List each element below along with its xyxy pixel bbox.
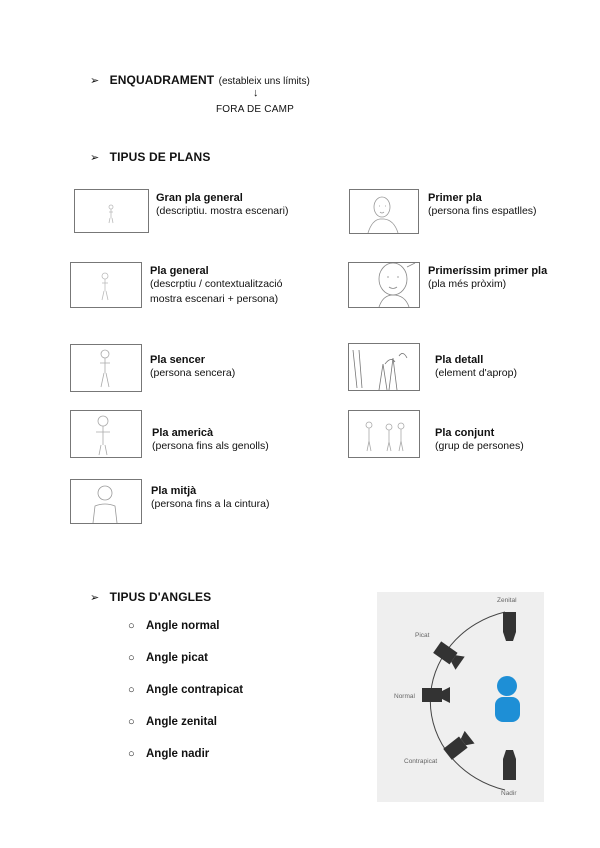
plan-text-primer-pla [428, 192, 537, 219]
angles-title: TIPUS D'ANGLES [109, 590, 212, 604]
down-arrow-icon: ↓ [253, 87, 259, 99]
plan-description: (element d'aprop) [435, 367, 517, 379]
angles-heading [90, 588, 211, 606]
label-zenital: Zenital [497, 597, 517, 604]
bullet-arrow-icon: ➢ [90, 75, 100, 87]
gran-pla-general-sketch [74, 189, 149, 233]
plans-heading [90, 148, 210, 166]
angle-item-normal: ○ Angle normal [128, 620, 220, 632]
enquadrament-title: ENQUADRAMENT [109, 73, 215, 87]
plan-text-pla-sencer [150, 354, 235, 381]
primerissim-primer-pla-sketch [348, 262, 420, 308]
pla-conjunt-sketch [348, 410, 420, 458]
camera-zenital-icon [503, 612, 516, 641]
plan-description: (descriptiu. mostra escenari) [156, 205, 289, 217]
plans-title: TIPUS DE PLANS [109, 150, 211, 164]
plan-text-primerissim-primer-pla [428, 265, 547, 292]
plan-title: Pla conjunt [435, 427, 495, 439]
plan-description: (pla més pròxim) [428, 278, 507, 290]
pla-detall-sketch [348, 343, 420, 391]
circle-bullet-icon: ○ [128, 652, 135, 664]
plan-description: (persona fins espatlles) [428, 205, 537, 217]
plan-title: Pla detall [435, 354, 484, 366]
enquadrament-heading [90, 71, 310, 89]
plan-description: (grup de persones) [435, 440, 524, 452]
plan-text-pla-detall [435, 354, 517, 381]
plan-text-pla-america [152, 427, 269, 454]
primer-pla-sketch [349, 189, 419, 234]
plan-description: mostra escenari + persona) [150, 293, 279, 305]
circle-bullet-icon: ○ [128, 748, 135, 760]
plan-title: Primer pla [428, 192, 482, 204]
fora-de-camp-label: FORA DE CAMP [216, 104, 294, 115]
circle-bullet-icon: ○ [128, 684, 135, 696]
label-nadir: Nadir [501, 790, 517, 797]
plan-text-pla-conjunt [435, 427, 524, 454]
plan-title: Pla mitjà [151, 485, 197, 497]
label-picat: Picat [415, 632, 430, 639]
angle-item-zenital: ○ Angle zenital [128, 716, 217, 728]
camera-angles-diagram [377, 592, 544, 802]
circle-bullet-icon: ○ [128, 716, 135, 728]
label-normal: Normal [394, 693, 415, 700]
bullet-arrow-icon: ➢ [90, 152, 100, 164]
plan-description: (persona fins als genolls) [152, 440, 269, 452]
plan-description: (persona fins a la cintura) [151, 498, 270, 510]
camera-picat-icon [433, 641, 465, 670]
plan-title: Pla general [150, 265, 209, 277]
plan-title: Primeríssim primer pla [428, 265, 548, 277]
enquadrament-subtitle: (estableix uns límits) [218, 76, 310, 87]
plan-text-gran-pla-general [156, 192, 288, 219]
circle-bullet-icon: ○ [128, 620, 135, 632]
person-icon [495, 676, 520, 722]
camera-nadir-icon [503, 750, 516, 780]
plan-title: Pla americà [152, 427, 214, 439]
camera-normal-icon [422, 687, 450, 703]
bullet-arrow-icon: ➢ [90, 592, 100, 604]
label-contrapicat: Contrapicat [404, 758, 438, 765]
pla-general-sketch [70, 262, 142, 308]
plan-text-pla-general [150, 265, 282, 307]
camera-contrapicat-icon [443, 731, 475, 761]
pla-america-sketch [70, 410, 142, 458]
angle-item-picat: ○ Angle picat [128, 652, 208, 664]
angle-item-contrapicat: ○ Angle contrapicat [128, 684, 244, 696]
plan-text-pla-mitja [151, 485, 269, 512]
plan-title: Gran pla general [156, 192, 243, 204]
plan-title: Pla sencer [150, 354, 206, 366]
pla-mitja-sketch [70, 479, 142, 524]
plan-description: (persona sencera) [150, 367, 236, 379]
plan-description: (descrptiu / contextualització [150, 278, 283, 290]
angle-item-nadir: ○ Angle nadir [128, 748, 210, 760]
pla-sencer-sketch [70, 344, 142, 392]
